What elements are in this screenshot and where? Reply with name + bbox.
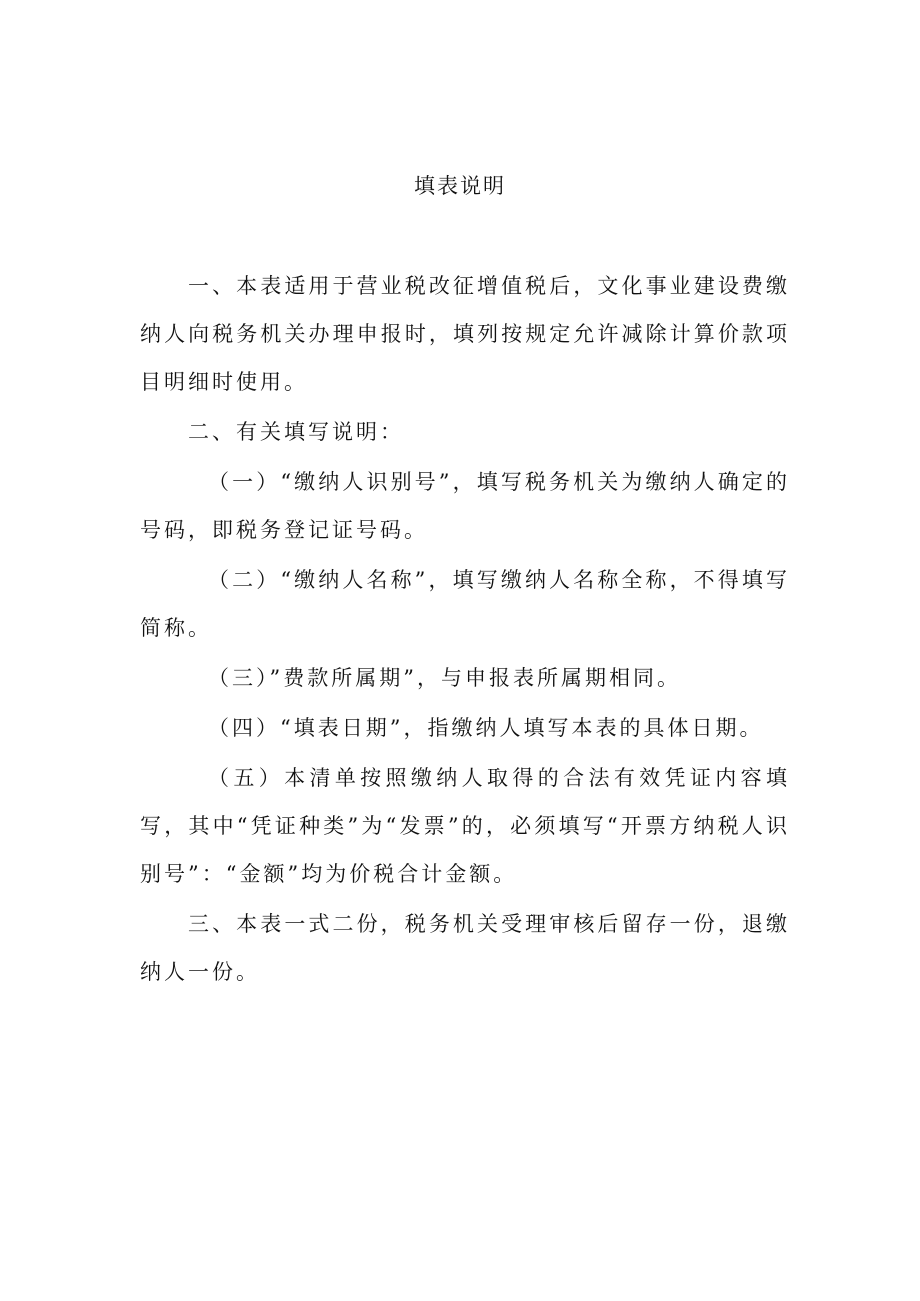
paragraph-payer-id: （一）“缴纳人识别号”，填写税务机关为缴纳人确定的号码，即税务登记证号码。 <box>140 470 790 542</box>
paragraph-fee-period: （三）”费款所属期”，与申报表所属期相同。 <box>208 666 681 690</box>
paragraph-applicability: 一、本表适用于营业税改征增值税后，文化事业建设费缴纳人向税务机关办理申报时，填列按规定允许减除计算价款项目明细时使用。 <box>140 274 790 394</box>
instructions-body <box>140 262 790 998</box>
paragraph-payer-name: （二）“缴纳人名称”，填写缴纳人名称全称，不得填写简称。 <box>140 568 790 640</box>
paragraph-instructions-heading: 二、有关填写说明： <box>188 420 404 444</box>
document-title: 填表说明 <box>414 174 506 198</box>
paragraph-voucher-details: （五）本清单按照缴纳人取得的合法有效凭证内容填写，其中“凭证种类”为“发票”的，必须填写“开票方纳税人识别号”：“金额”均为价税合计金额。 <box>140 766 790 886</box>
paragraph-fill-date: （四）“填表日期”，指缴纳人填写本表的具体日期。 <box>208 716 764 740</box>
paragraph-copies: 三、本表一式二份，税务机关受理审核后留存一份，退缴纳人一份。 <box>140 912 790 984</box>
